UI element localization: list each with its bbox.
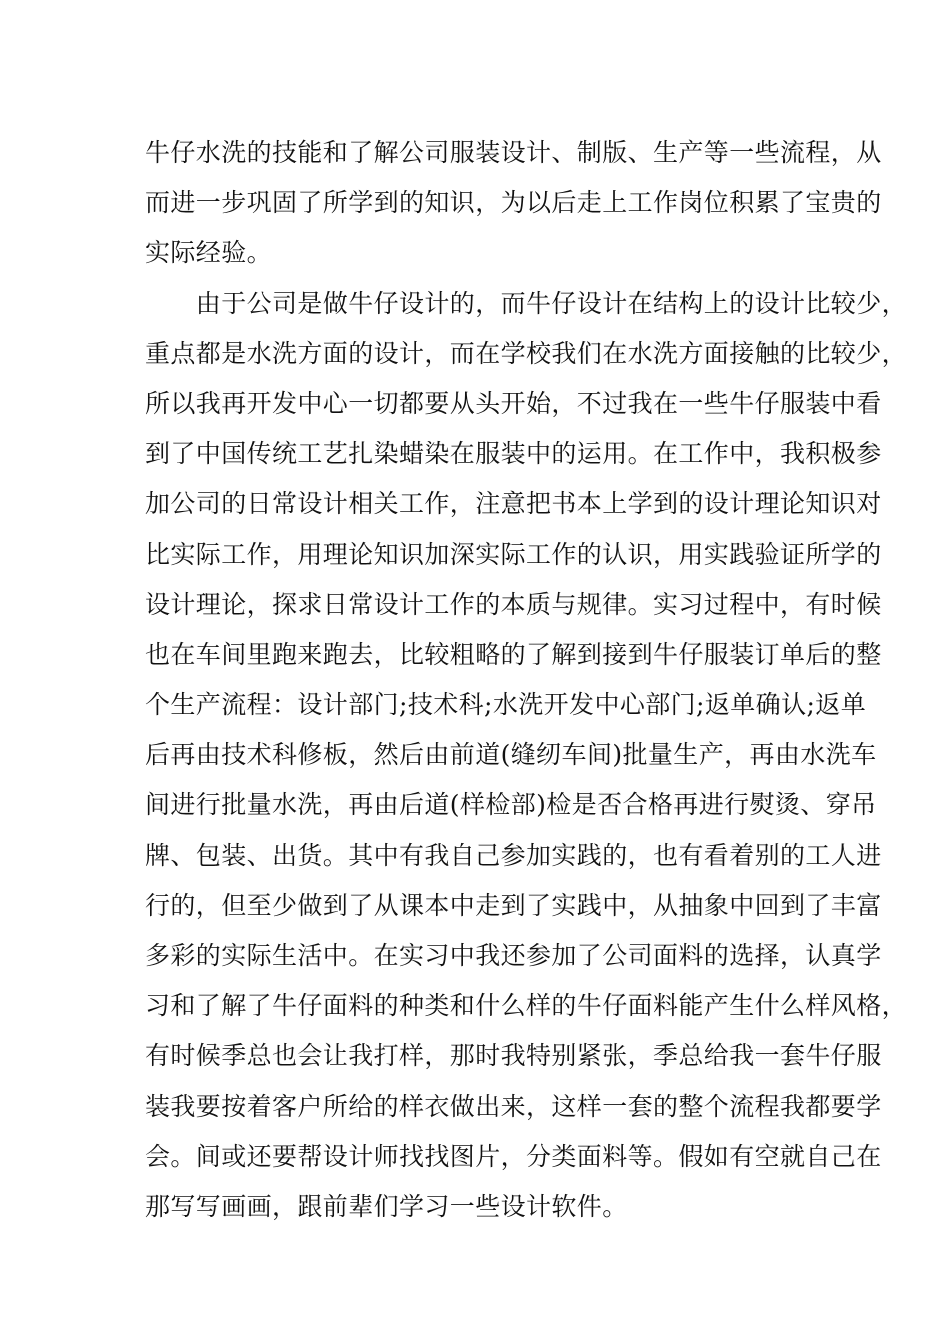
text-line: 加公司的日常设计相关工作，注意把书本上学到的设计理论知识对 <box>145 489 882 519</box>
text-line: 重点都是水洗方面的设计，而在学校我们在水洗方面接触的比较少， <box>145 338 908 368</box>
text-line: 行的，但至少做到了从课本中走到了实践中，从抽象中回到了丰富 <box>145 890 882 920</box>
text-line: 实际经验。 <box>145 238 273 268</box>
paragraph-1 <box>145 128 882 279</box>
text-line: 由于公司是做牛仔设计的，而牛仔设计在结构上的设计比较少， <box>145 288 908 318</box>
text-line: 那写写画画，跟前辈们学习一些设计软件。 <box>145 1191 628 1221</box>
text-line: 个生产流程：设计部门;技术科;水洗开发中心部门;返单确认;返单 <box>145 690 867 720</box>
text-line: 比实际工作，用理论知识加深实际工作的认识，用实践验证所学的 <box>145 539 882 569</box>
text-line: 也在车间里跑来跑去，比较粗略的了解到接到牛仔服装订单后的整 <box>145 639 882 669</box>
text-line: 到了中国传统工艺扎染蜡染在服装中的运用。在工作中，我积极参 <box>145 439 882 469</box>
text-line: 后再由技术科修板，然后由前道(缝纫车间)批量生产，再由水洗车 <box>145 740 877 770</box>
text-line: 会。间或还要帮设计师找找图片，分类面料等。假如有空就自己在 <box>145 1141 882 1171</box>
text-line: 装我要按着客户所给的样衣做出来，这样一套的整个流程我都要学 <box>145 1091 882 1121</box>
paragraph-2 <box>145 279 908 1233</box>
text-line: 所以我再开发中心一切都要从头开始，不过我在一些牛仔服装中看 <box>145 388 882 418</box>
body-text <box>145 128 908 1232</box>
text-line: 牛仔水洗的技能和了解公司服装设计、制版、生产等一些流程，从 <box>145 138 882 167</box>
text-line: 而进一步巩固了所学到的知识，为以后走上工作岗位积累了宝贵的 <box>145 188 882 218</box>
text-line: 设计理论，探求日常设计工作的本质与规律。实习过程中，有时候 <box>145 589 882 619</box>
text-line: 多彩的实际生活中。在实习中我还参加了公司面料的选择，认真学 <box>145 941 882 970</box>
text-line: 间进行批量水洗，再由后道(样检部)检是否合格再进行熨烫、穿吊 <box>145 790 877 820</box>
text-line: 有时候季总也会让我打样，那时我特别紧张，季总给我一套牛仔服 <box>145 1041 882 1071</box>
text-line: 习和了解了牛仔面料的种类和什么样的牛仔面料能产生什么样风格， <box>145 991 908 1021</box>
text-line: 牌、包装、出货。其中有我自己参加实践的，也有看着别的工人进 <box>145 840 882 870</box>
